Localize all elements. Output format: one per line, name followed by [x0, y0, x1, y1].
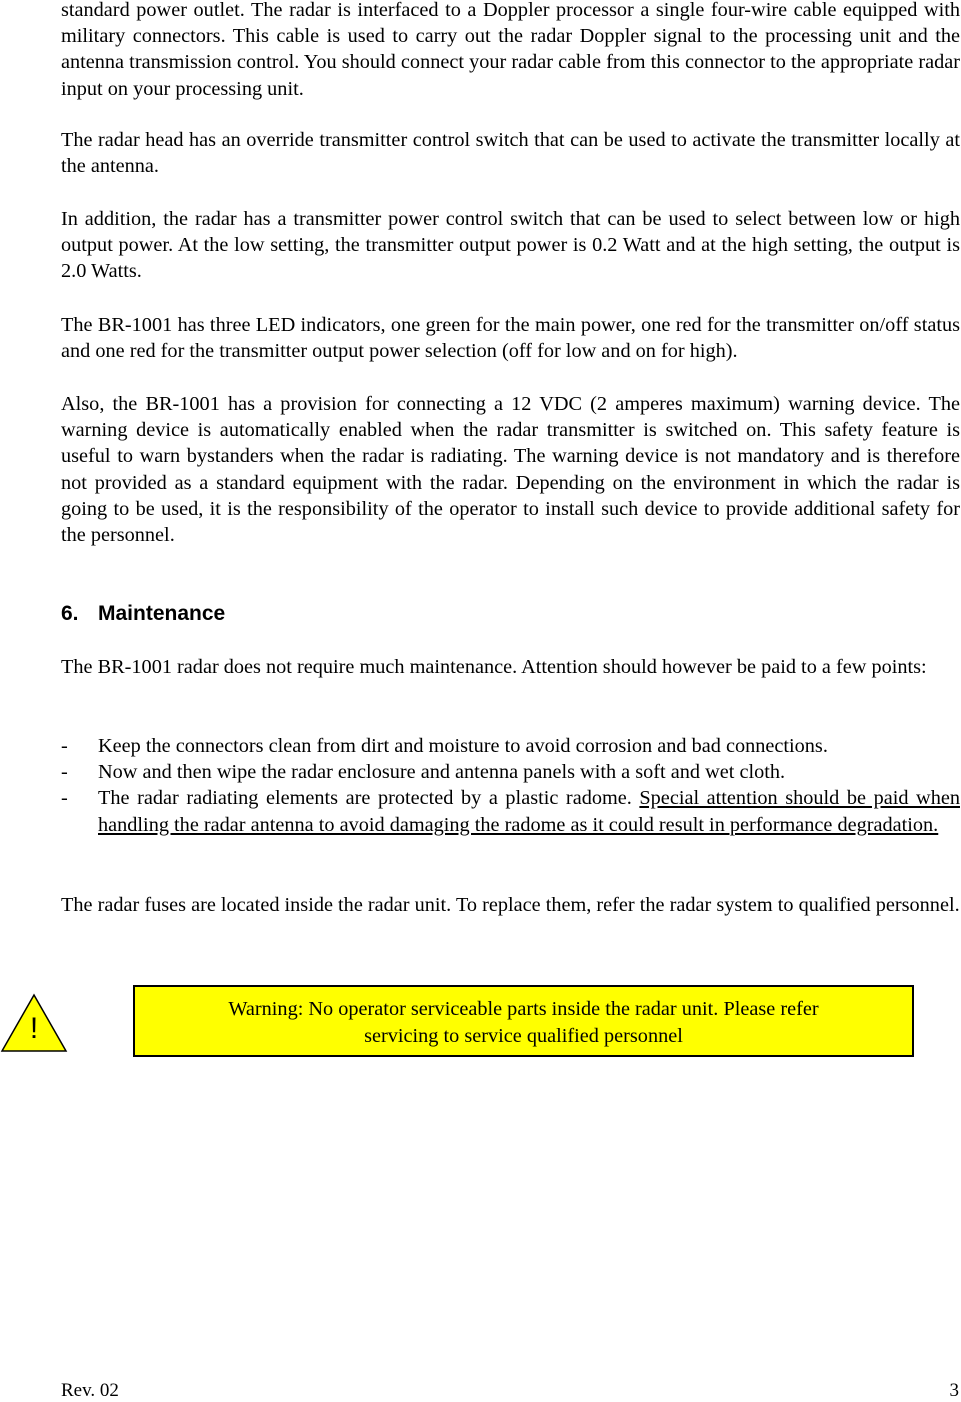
- bullet-dash: -: [61, 761, 68, 784]
- warning-triangle-icon: [0, 993, 68, 1053]
- bullet-dash: -: [61, 735, 68, 757]
- paragraph-fuses: The radar fuses are located inside the radar unit. To replace them, refer the radar system to qualified personnel.: [61, 894, 960, 916]
- maintenance-list: [61, 733, 960, 838]
- paragraph-warning-device: Also, the BR-1001 has a provision for connecting a 12 VDC (2 amperes maximum) warning device. The warning device is automatically enabled when the radar transmitter is switched on. This safety feature is useful to warn bystanders when the radar is radiating. The warning device is not mandatory and is therefore not provided as a standard equipment with the radar. Depending on the environment in which the radar is going to be used, it is the responsibility of the operator to install such device to provide additional safety for the personnel.: [61, 393, 960, 547]
- list-item: [61, 733, 960, 759]
- section-title: Maintenance: [98, 602, 226, 625]
- list-item-emphasis: Special attention should be paid when handling the radar antenna to avoid damaging the radome as it could result in performance degradation.: [98, 787, 960, 836]
- section-number: 6.: [61, 602, 79, 625]
- bullet-dash: -: [61, 787, 68, 810]
- paragraph-maintenance-intro: The BR-1001 radar does not require much maintenance. Attention should however be paid to a few points:: [61, 656, 927, 678]
- list-item: [61, 785, 960, 837]
- paragraph-led-indicators: The BR-1001 has three LED indicators, one green for the main power, one red for the transmitter on/off status and one red for the transmitter output power selection (off for low and on for high).: [61, 314, 960, 363]
- section-heading: [61, 600, 225, 628]
- warning-box: [133, 985, 914, 1057]
- paragraph-cable: standard power outlet. The radar is interfaced to a Doppler processor a single four-wire cable equipped with military connectors. This cable is used to carry out the radar Doppler signal to the processing unit and the antenna transmission control. You should connect your radar cable from this connector to the appropriate radar input on your processing unit.: [61, 0, 960, 100]
- paragraph-power-control: In addition, the radar has a transmitter power control switch that can be used to select between low or high output power. At the low setting, the transmitter output power is 0.2 Watt and at the high setting, the output is 2.0 Watts.: [61, 208, 960, 283]
- warning-line-2: servicing to service qualified personnel: [364, 1025, 683, 1047]
- list-item-text: Keep the connectors clean from dirt and moisture to avoid corrosion and bad connections.: [98, 735, 828, 757]
- list-item-text: Now and then wipe the radar enclosure and antenna panels with a soft and wet cloth.: [98, 761, 786, 784]
- list-item: [61, 759, 960, 785]
- footer-revision: Rev. 02: [61, 1380, 119, 1401]
- paragraph-override-switch: The radar head has an override transmitter control switch that can be used to activate the transmitter locally at the antenna.: [61, 129, 960, 178]
- footer-page-number: 3: [949, 1380, 959, 1401]
- warning-symbol: !: [29, 1012, 39, 1045]
- list-item-text: The radar radiating elements are protected by a plastic radome.: [98, 787, 640, 810]
- warning-line-1: Warning: No operator serviceable parts inside the radar unit. Please refer: [228, 998, 819, 1020]
